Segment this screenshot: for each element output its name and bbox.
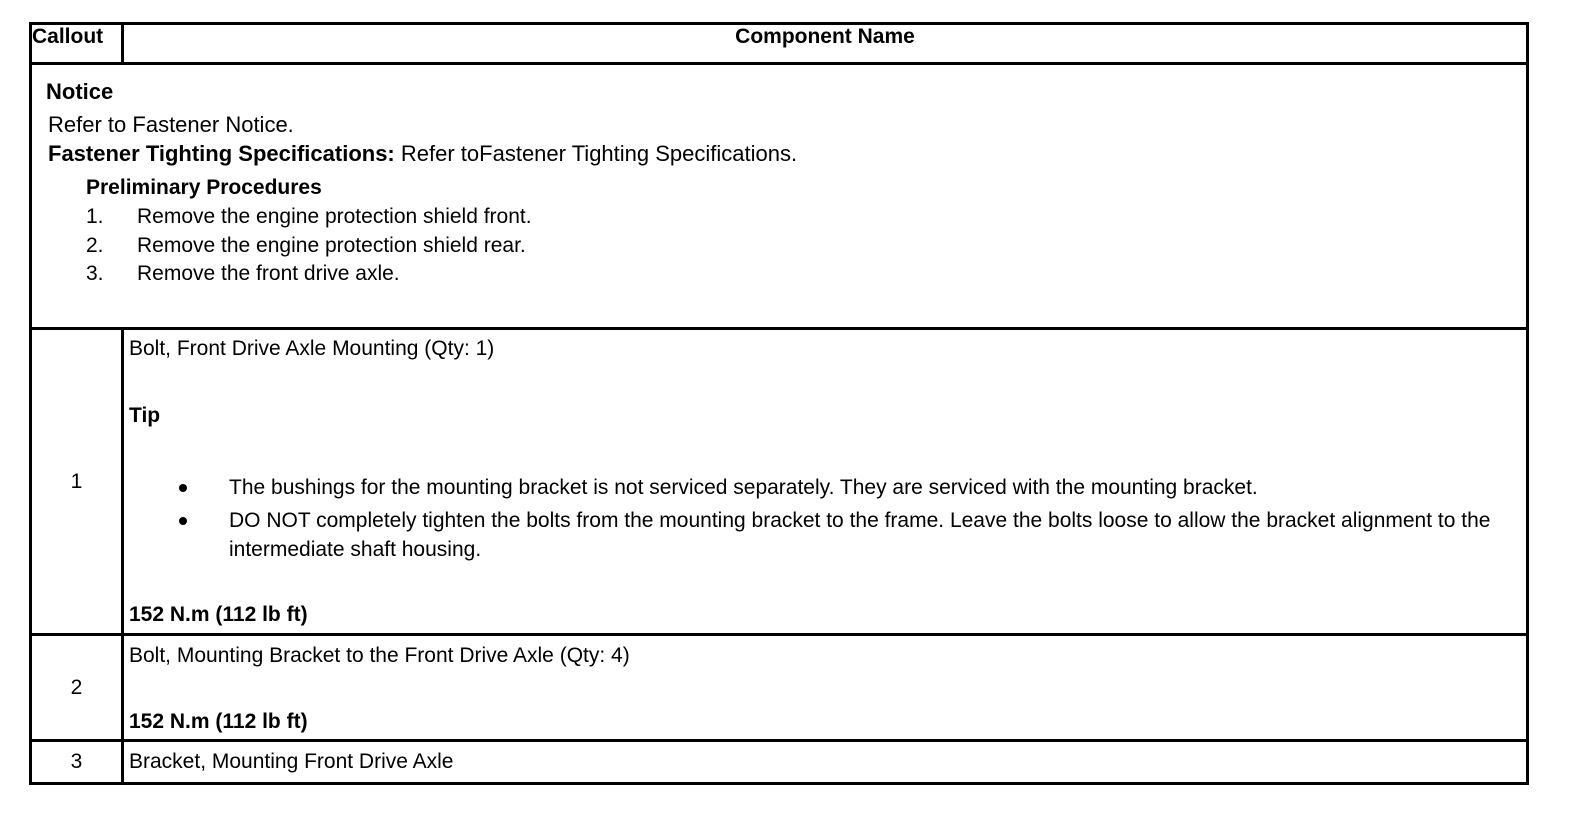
- callout-number: 3: [31, 741, 123, 784]
- preliminary-steps-list: [86, 205, 532, 291]
- tip-bullet-list: [174, 473, 1494, 568]
- table-header-row: [31, 24, 1528, 64]
- fastener-spec-line: [48, 141, 797, 167]
- step-text: Remove the engine protection shield front.: [137, 205, 532, 228]
- tip-bullet: [174, 506, 1494, 564]
- torque-spec: 152 N.m (112 lb ft): [129, 710, 308, 733]
- table-row: [31, 741, 1528, 784]
- notice-row: [31, 64, 1528, 329]
- step-number: 2.: [86, 233, 104, 257]
- fastener-notice-link[interactable]: Fastener Notice.: [132, 112, 294, 137]
- component-cell: [123, 329, 1528, 635]
- preliminary-procedures-title: Preliminary Procedures: [86, 176, 322, 199]
- torque-spec: 152 N.m (112 lb ft): [129, 603, 308, 626]
- bullet-icon: [179, 517, 187, 525]
- notice-title: Notice: [46, 79, 114, 104]
- fastener-spec-link[interactable]: Fastener Tighting Specifications.: [479, 141, 798, 166]
- component-table: [29, 22, 1529, 785]
- tip-title: Tip: [129, 404, 161, 427]
- callout-number: 2: [31, 635, 123, 741]
- component-name-column-header: Component Name: [123, 24, 1528, 64]
- step-text: Remove the engine protection shield rear.: [137, 233, 526, 257]
- component-description: Bracket, Mounting Front Drive Axle: [129, 750, 454, 773]
- fastener-spec-label: Fastener Tighting Specifications:: [48, 141, 395, 166]
- step-text: Remove the front drive axle.: [137, 262, 400, 285]
- table-row: [31, 329, 1528, 635]
- table-row: [31, 635, 1528, 741]
- component-description: Bolt, Mounting Bracket to the Front Drive Axle (Qty: 4): [129, 644, 630, 667]
- callout-number: 1: [31, 329, 123, 635]
- preliminary-step: [86, 205, 532, 234]
- tip-bullet-text: DO NOT completely tighten the bolts from the mounting bracket to the frame. Leave the bolts loose to allow the bracket alignment to the intermediate shaft housing.: [229, 509, 1491, 561]
- refer-prefix: Refer to: [48, 112, 127, 137]
- spec-prefix: Refer to: [400, 141, 480, 166]
- preliminary-step: [86, 234, 532, 263]
- step-number: 1.: [86, 205, 104, 228]
- component-cell: [123, 741, 1528, 784]
- tip-bullet: [174, 473, 1494, 502]
- component-description: Bolt, Front Drive Axle Mounting (Qty: 1): [129, 337, 495, 360]
- notice-cell: [31, 64, 1528, 329]
- callout-column-header: Callout: [31, 24, 123, 64]
- bullet-icon: [179, 484, 187, 492]
- component-cell: [123, 635, 1528, 741]
- step-number: 3.: [86, 262, 104, 285]
- preliminary-step: [86, 262, 532, 291]
- fastener-notice-line: [48, 112, 294, 138]
- tip-bullet-text: The bushings for the mounting bracket is not serviced separately. They are serviced with the mounting bracket.: [229, 476, 1258, 499]
